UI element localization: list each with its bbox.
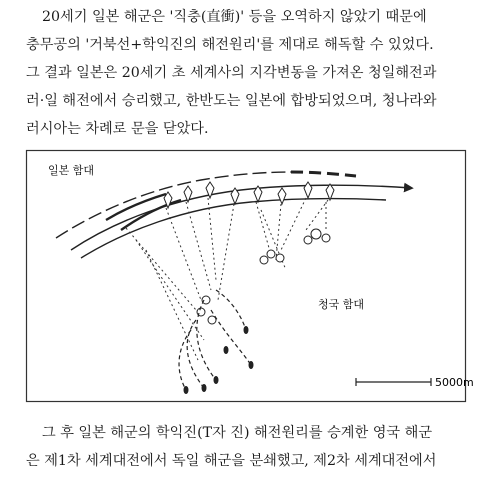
label-qing-fleet: 청국 함대 (318, 298, 365, 311)
label-japan-fleet: 일본 함대 (48, 164, 95, 177)
diagram-frame (27, 151, 466, 402)
text-line: 그 결과 일본은 20세기 초 세계사의 지각변동을 가져온 청일해전과 (26, 65, 437, 81)
text-line: 충무공의 '거북선+학익진의 해전원리'를 제대로 해독할 수 있었다. (26, 37, 434, 53)
text-line: 그 후 일본 해군의 학익진(T자 진) 해전원리를 승계한 영국 해군 (42, 425, 433, 441)
text-line: 러·일 해전에서 승리했고, 한반도는 일본에 합방되었으며, 청나라와 (26, 93, 437, 109)
text-line: 은 제1차 세계대전에서 독일 해군을 분쇄했고, 제2차 세계대전에서 (26, 453, 437, 469)
text-line: 20세기 일본 해군은 '직충(直衝)' 등을 오역하지 않았기 때문에 (42, 9, 427, 25)
text-line: 러시아는 차례로 문을 닫았다. (26, 121, 209, 137)
battle-diagram (26, 150, 474, 402)
scale-label: 5000m (435, 376, 474, 389)
